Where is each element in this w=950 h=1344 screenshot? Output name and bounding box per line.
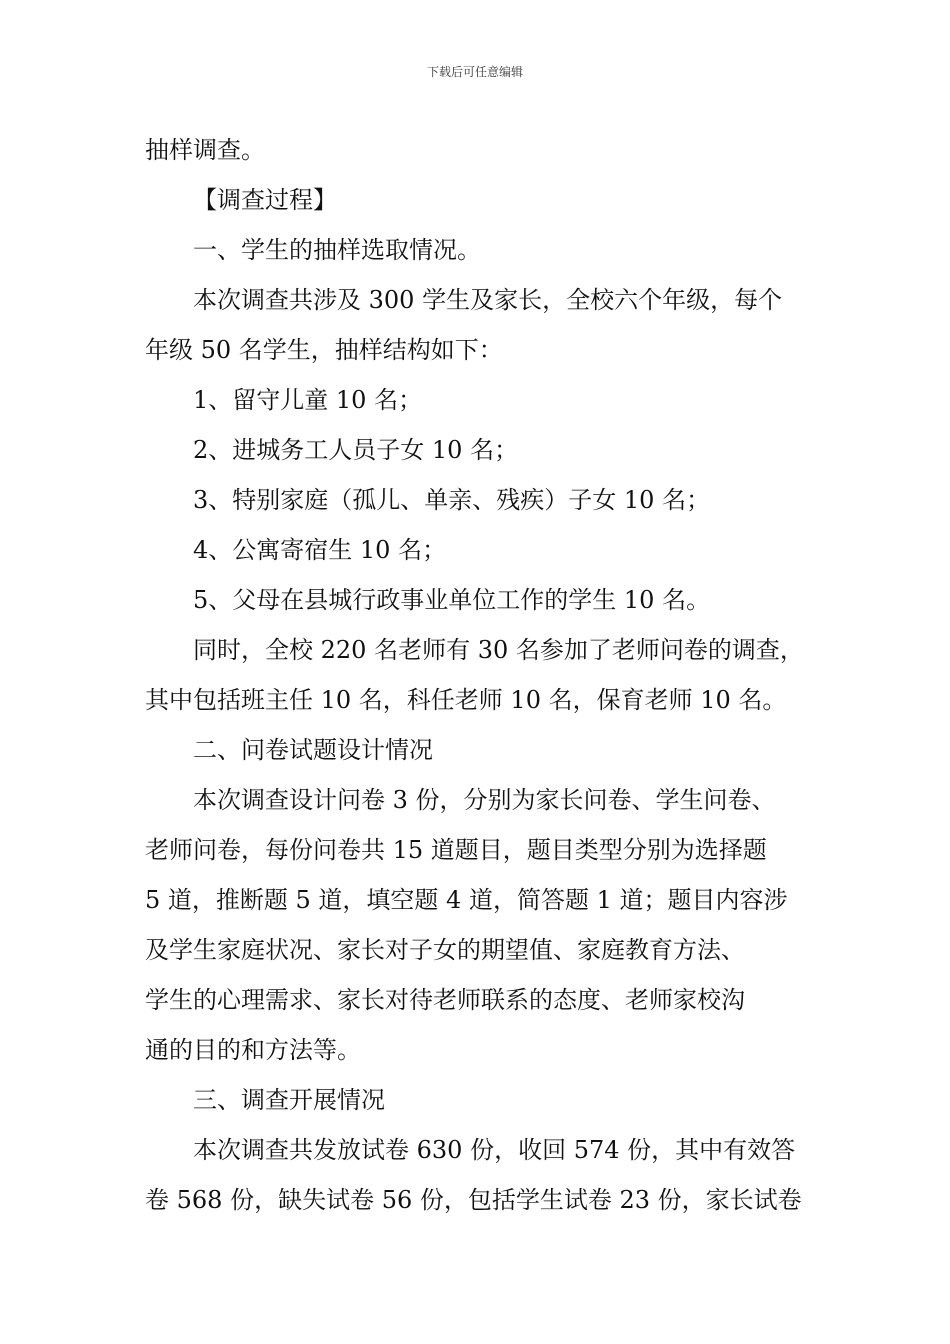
text-line: 及学生家庭状况、家长对子女的期望值、家庭教育方法、 bbox=[145, 936, 745, 964]
text-line: 其中包括班主任 10 名，科任老师 10 名，保育老师 10 名。 bbox=[145, 686, 787, 714]
text-line: 通的目的和方法等。 bbox=[145, 1036, 361, 1064]
section-heading: 【调查过程】 bbox=[193, 186, 337, 214]
text-line: 卷 568 份，缺失试卷 56 份，包括学生试卷 23 份，家长试卷 bbox=[145, 1186, 802, 1214]
list-item: 1、留守儿童 10 名； bbox=[193, 386, 423, 414]
text-line: 老师问卷，每份问卷共 15 道题目，题目类型分别为选择题 bbox=[145, 836, 767, 864]
list-item: 2、进城务工人员子女 10 名； bbox=[193, 436, 519, 464]
text-line: 本次调查设计问卷 3 份，分别为家长问卷、学生问卷、 bbox=[193, 786, 776, 814]
text-line: 年级 50 名学生，抽样结构如下： bbox=[145, 336, 503, 364]
text-line: 5 道，推断题 5 道，填空题 4 道，简答题 1 道；题目内容涉 bbox=[145, 886, 788, 914]
list-item: 5、父母在县城行政事业单位工作的学生 10 名。 bbox=[193, 586, 711, 614]
text-line: 学生的心理需求、家长对待老师联系的态度、老师家校沟 bbox=[145, 986, 745, 1014]
text-line: 抽样调查。 bbox=[145, 136, 265, 164]
text-line: 同时，全校 220 名老师有 30 名参加了老师问卷的调查， bbox=[193, 636, 804, 664]
document-body bbox=[145, 125, 813, 1225]
subsection-heading: 一、学生的抽样选取情况。 bbox=[193, 236, 481, 264]
subsection-heading: 二、问卷试题设计情况 bbox=[193, 736, 433, 764]
page-header: 下载后可任意编辑 bbox=[426, 65, 523, 79]
list-item: 4、公寓寄宿生 10 名； bbox=[193, 536, 447, 564]
text-line: 本次调查共涉及 300 学生及家长，全校六个年级，每个 bbox=[193, 286, 783, 314]
list-item: 3、特别家庭（孤儿、单亲、残疾）子女 10 名； bbox=[193, 486, 711, 514]
subsection-heading: 三、调查开展情况 bbox=[193, 1086, 385, 1114]
text-line: 本次调查共发放试卷 630 份，收回 574 份，其中有效答 bbox=[193, 1136, 796, 1164]
